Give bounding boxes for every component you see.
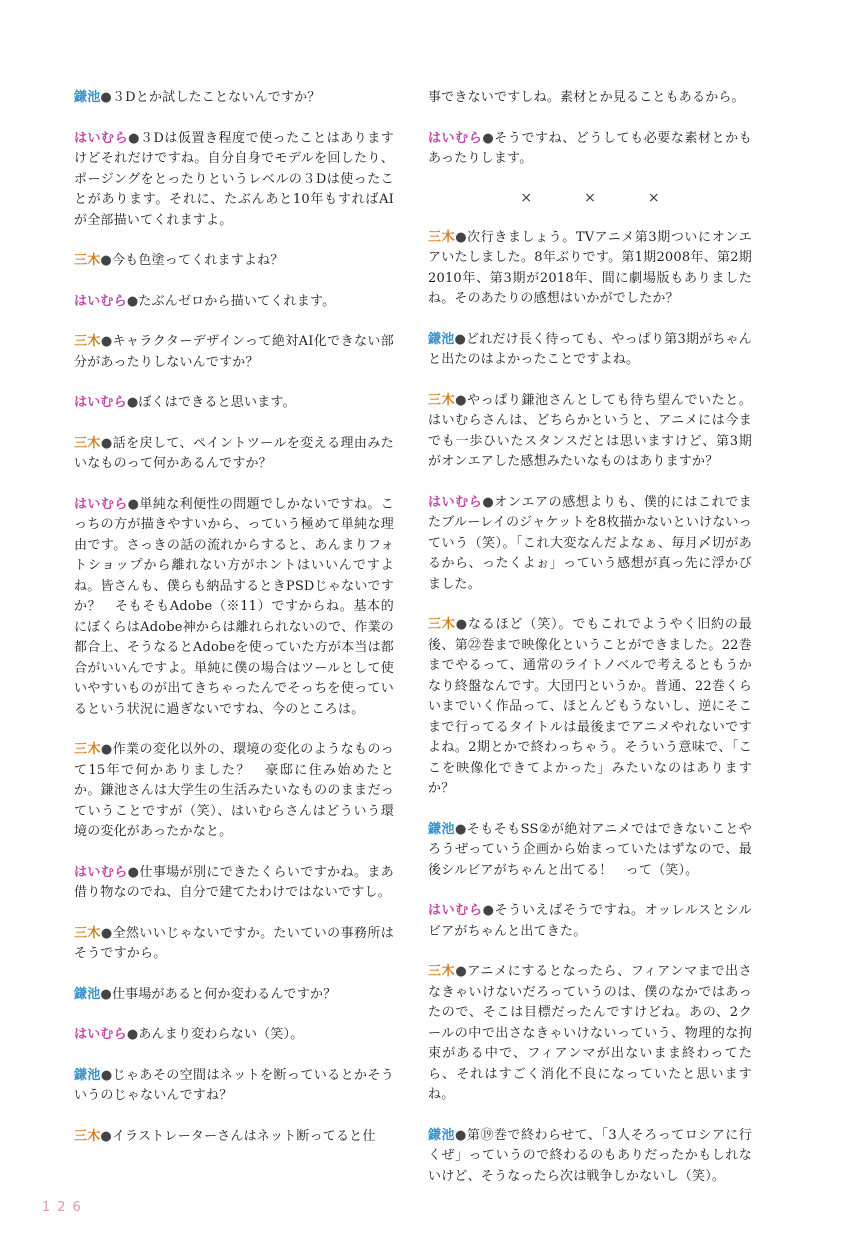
speaker-name: はいむら: [428, 130, 483, 146]
speaker-bullet-icon: ●: [128, 130, 140, 146]
dialogue-text: 単純な利便性の問題でしかないですね。こっちの方が描きやすいから、っていう極めて単純な理由です。さっきの話の流れからすると、あんまりフォトショップから離れない方がホントはいいんですよね。皆さんも、僕らも納品するときPSDじゃないですか？ そもそもAdobe（※11）ですからね。基本的にぼくらはAdobe神からは離れられないので、作業の都合上、そうなるとAdobeを使っていた方が本当は都合がいいんですよ。単純に僕の場合はツールとして使いやすいものが出てきちゃったんでそっちを使っているという状況に過ぎないですね、今のところは。: [74, 496, 394, 717]
dialogue-paragraph: [74, 1066, 394, 1107]
dialogue-paragraph: [428, 820, 752, 882]
speaker-name: 三木: [74, 334, 101, 349]
dialogue-paragraph: [74, 863, 394, 904]
dialogue-paragraph: [74, 1025, 394, 1046]
speaker-name: 三木: [428, 964, 456, 979]
right-column-top: [428, 88, 752, 170]
dialogue-paragraph: [428, 330, 752, 371]
dialogue-paragraph: [74, 1127, 394, 1148]
speaker-bullet-icon: ●: [455, 617, 468, 632]
dialogue-paragraph: [428, 493, 752, 596]
speaker-name: 鎌池: [74, 1067, 101, 1083]
dialogue-paragraph: [428, 88, 752, 109]
dialogue-text: 事できないですしね。素材とか見ることもあるから。: [428, 90, 745, 105]
dialogue-text: やっぱり鎌池さんとしても待ち望んでいたと。はいむらさんは、どちらかというと、アニメには今までも一歩ひいたスタンスだとは思いますけど、第3期がオンエアした感想みたいなものはありますか？: [428, 392, 752, 469]
dialogue-paragraph: [428, 391, 752, 473]
dialogue-paragraph: [74, 129, 394, 232]
dialogue-text: じゃあその空間はネットを断っているとかそういうのじゃないんですね？: [74, 1067, 395, 1103]
dialogue-paragraph: [74, 393, 394, 414]
page-number: 126: [42, 1200, 88, 1215]
speaker-bullet-icon: ●: [482, 903, 495, 918]
speaker-name: はいむら: [74, 864, 128, 880]
dialogue-text: そもそもSS②が絶対アニメではできないことやろうぜっていう企画から始まっていたはずなので、最後シルビアがちゃんと出てる！ って（笑）。: [428, 821, 752, 878]
dialogue-text: あんまり変わらない（笑）。: [138, 1027, 304, 1042]
speaker-bullet-icon: ●: [455, 229, 468, 245]
dialogue-paragraph: [74, 924, 394, 965]
speaker-name: 鎌池: [428, 821, 455, 837]
dialogue-text: 今も色塗ってくれますよね？: [111, 253, 284, 268]
dialogue-text: ３Dは仮置き程度で使ったことはありますけどそれだけですね。自分自身でモデルを回したり、ポージングをとったりというレベルの３Dは使ったことがあります。それに、たぶんあと10年もすればAIが全部描いてくれますよ。: [74, 130, 394, 228]
dialogue-text: ３Dとか試したことないんですか？: [111, 90, 321, 105]
speaker-name: 鎌池: [74, 90, 101, 105]
dialogue-text: そういえばそうですね。オッレルスとシルビアがちゃんと出てきた。: [428, 903, 752, 939]
dialogue-paragraph: [74, 985, 394, 1006]
dialogue-text: オンエアの感想よりも、僕的にはこれでまたブルーレイのジャケットを8枚描かないといけないっていう（笑）。「これ大変なんだよなぁ、毎月〆切があるから、ったくよぉ」っていう感想が真っ先に浮かびました。: [428, 494, 752, 592]
speaker-bullet-icon: ●: [455, 964, 468, 979]
speaker-bullet-icon: ●: [100, 435, 113, 451]
dialogue-text: キャラクターデザインって絶対AI化できない部分があったりしないんですか？: [74, 334, 394, 370]
speaker-bullet-icon: ●: [482, 130, 495, 146]
speaker-name: 三木: [74, 435, 101, 451]
dialogue-text: 話を戻して、ペイントツールを変える理由みたいなものって何かあるんですか？: [74, 435, 394, 471]
speaker-bullet-icon: ●: [100, 1067, 113, 1083]
speaker-name: はいむら: [74, 130, 129, 146]
dialogue-text: アニメにするとなったら、フィアンマまで出さなきゃいけないだろっていうのは、僕のなかではあったので、そこは目標だったんですけどね。あの、2クールの中で出さなきゃいけないっていう、物理的な拘束がある中で、フィアンマが出ないまま終わってたら、それはすごく消化不良になっていたと思いますね。: [428, 964, 753, 1102]
dialogue-paragraph: [74, 251, 394, 272]
speaker-bullet-icon: ●: [455, 1127, 467, 1143]
speaker-bullet-icon: ●: [100, 90, 112, 105]
separator-mark: ×: [584, 189, 596, 206]
speaker-bullet-icon: ●: [100, 334, 113, 349]
speaker-bullet-icon: ●: [454, 821, 467, 837]
dialogue-paragraph: [74, 332, 394, 373]
speaker-bullet-icon: ●: [127, 496, 140, 512]
speaker-name: はいむら: [428, 903, 483, 918]
speaker-bullet-icon: ●: [126, 395, 139, 410]
dialogue-text: たぶんゼロから描いてくれます。: [138, 293, 336, 309]
dialogue-paragraph: [74, 740, 394, 843]
right-column: [428, 88, 752, 1207]
dialogue-paragraph: [74, 495, 394, 721]
dialogue-text: どれだけ長く待っても、やっぱり第3期がちゃんと出たのはよかったことですよね。: [428, 331, 752, 367]
dialogue-paragraph: [74, 292, 394, 313]
speaker-name: はいむら: [74, 395, 127, 410]
dialogue-text: イラストレーターさんはネット断ってると仕: [111, 1128, 376, 1144]
dialogue-paragraph: [428, 1126, 752, 1188]
dialogue-text: ぼくはできると思います。: [138, 395, 296, 410]
dialogue-text: 仕事場があると何か変わるんですか？: [111, 986, 337, 1002]
speaker-name: はいむら: [74, 496, 128, 512]
speaker-name: はいむら: [74, 1027, 127, 1042]
speaker-bullet-icon: ●: [454, 331, 466, 347]
speaker-bullet-icon: ●: [126, 1027, 139, 1042]
speaker-name: 三木: [74, 925, 101, 941]
speaker-name: 鎌池: [74, 986, 101, 1002]
section-separator: [428, 190, 752, 206]
left-column: [74, 88, 394, 1167]
speaker-bullet-icon: ●: [100, 986, 112, 1002]
dialogue-paragraph: [428, 228, 752, 310]
speaker-bullet-icon: ●: [126, 293, 139, 309]
speaker-name: 三木: [74, 1128, 101, 1144]
dialogue-text: 作業の変化以外の、環境の変化のようなものって15年で何かありました？ 豪邸に住み始めたとか。鎌池さんは大学生の生活みたいなもののままだっていうことですが（笑）、はいむらさんはどういう環境の変化があったかなと。: [74, 742, 395, 839]
speaker-bullet-icon: ●: [127, 864, 140, 880]
dialogue-text: 仕事場が別にできたくらいですかね。まあ借り物なのでね、自分で建てたわけではないですし。: [74, 864, 394, 900]
speaker-name: はいむら: [74, 293, 127, 309]
dialogue-paragraph: [74, 88, 394, 109]
speaker-name: はいむら: [428, 494, 483, 510]
speaker-name: 鎌池: [428, 331, 455, 347]
speaker-name: 三木: [428, 617, 456, 632]
dialogue-paragraph: [428, 615, 752, 800]
speaker-name: 三木: [74, 742, 101, 757]
dialogue-text: そうですね、どうしても必要な素材とかもあったりします。: [428, 130, 752, 166]
dialogue-paragraph: [428, 962, 752, 1106]
dialogue-paragraph: [74, 434, 394, 475]
dialogue-text: 全然いいじゃないですか。たいていの事務所はそうですから。: [74, 925, 395, 961]
dialogue-paragraph: [428, 129, 752, 170]
speaker-bullet-icon: ●: [482, 494, 495, 510]
speaker-bullet-icon: ●: [100, 742, 113, 757]
speaker-bullet-icon: ●: [100, 1128, 112, 1144]
speaker-bullet-icon: ●: [100, 925, 113, 941]
speaker-name: 三木: [428, 392, 456, 408]
separator-mark: ×: [647, 189, 660, 206]
dialogue-text: 第⑲巻で終わらせて、「3人そろってロシアに行くぜ」っていうので終わるのもありだったかもしれないけど、そうなったら次は戦争しかないし（笑）。: [428, 1127, 752, 1184]
speaker-bullet-icon: ●: [100, 253, 112, 268]
right-column-bottom: [428, 228, 752, 1188]
dialogue-text: 次行きましょう。TVアニメ第3期ついにオンエアいたしました。8年ぶりです。第1期2008年、第2期2010年、第3期が2018年、間に劇場版もありましたね。そのあたりの感想はいかがでしたか？: [428, 229, 752, 306]
dialogue-text: なるほど（笑）。でもこれでようやく旧約の最後、第㉒巻まで映像化ということができました。22巻までやるって、通常のライトノベルで考えるともうかなり終盤なんです。大団円というか。普通、22巻くらいまでいく作品って、ほとんどもうないし、逆にそこまで行ってるタイトルは最後までアニメやれないですよね。2期とかで終わっちゃう。そういう意味で、「ここを映像化できてよかった」みたいなのはありますか？: [428, 617, 752, 796]
speaker-name: 鎌池: [428, 1127, 456, 1143]
speaker-name: 三木: [428, 229, 456, 245]
dialogue-paragraph: [428, 901, 752, 942]
speaker-bullet-icon: ●: [455, 392, 468, 408]
speaker-name: 三木: [74, 253, 101, 268]
separator-mark: ×: [520, 189, 533, 206]
